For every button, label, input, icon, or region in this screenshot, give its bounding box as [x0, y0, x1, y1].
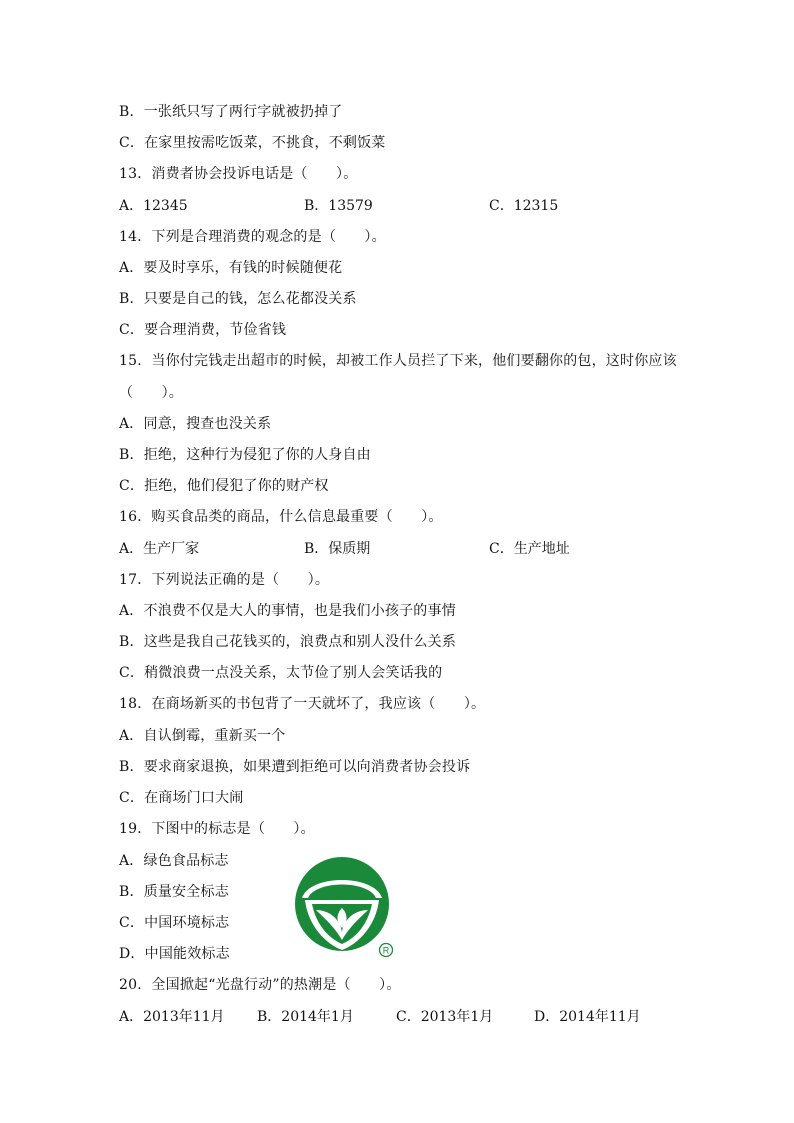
q12-option-c: C．在家里按需吃饭菜，不挑食，不剩饭菜 [119, 135, 386, 151]
q19-option-b: B．质量安全标志 [119, 884, 229, 900]
q14-option-c: C．要合理消费，节俭省钱 [119, 322, 287, 338]
q18-stem: 18．在商场新买的书包背了一天就坏了，我应该（ ）。 [119, 696, 486, 712]
q20-option-c: C．2013年1月 [396, 1009, 494, 1025]
q14-stem: 14．下列是合理消费的观念的是（ ）。 [119, 229, 386, 245]
q19-stem: 19．下图中的标志是（ ）。 [119, 821, 315, 837]
q15-stem: 15．当你付完钱走出超市的时候，却被工作人员拦了下来，他们要翻你的包，这时你应该 [119, 353, 677, 369]
q12-option-b: B．一张纸只写了两行字就被扔掉了 [119, 104, 343, 120]
q14-option-a: A．要及时享乐，有钱的时候随便花 [119, 260, 343, 276]
green-food-logo-icon [292, 854, 398, 960]
q20-stem: 20．全国掀起“光盘行动”的热潮是（ ）。 [119, 977, 401, 993]
q16-option-b: B．保质期 [304, 541, 371, 557]
q15-option-a: A．同意，搜查也没关系 [119, 416, 272, 432]
q15-option-c: C．拒绝，他们侵犯了你的财产权 [119, 478, 329, 494]
q16-stem: 16．购买食品类的商品，什么信息最重要（ ）。 [119, 509, 443, 525]
q15-option-b: B．拒绝，这种行为侵犯了你的人身自由 [119, 447, 371, 463]
q19-option-a: A．绿色食品标志 [119, 853, 229, 869]
q16-option-c: C．生产地址 [489, 541, 570, 557]
q13-option-b: B．13579 [304, 198, 373, 214]
q19-option-d: D．中国能效标志 [119, 946, 230, 962]
q17-option-c: C．稍微浪费一点没关系，太节俭了别人会笑话我的 [119, 665, 443, 681]
q13-option-a: A．12345 [119, 198, 188, 214]
q17-option-a: A．不浪费不仅是大人的事情，也是我们小孩子的事情 [119, 603, 456, 619]
q18-option-a: A．自认倒霉，重新买一个 [119, 728, 286, 744]
svg-text:R: R [382, 945, 390, 956]
q13-stem: 13．消费者协会投诉电话是（ ）。 [119, 166, 358, 182]
q14-option-b: B．只要是自己的钱，怎么花都没关系 [119, 291, 357, 307]
q16-option-a: A．生产厂家 [119, 541, 200, 557]
q15-stem-continued: （ ）。 [119, 385, 183, 401]
q19-option-c: C．中国环境标志 [119, 915, 230, 931]
q17-option-b: B．这些是我自己花钱买的，浪费点和别人没什么关系 [119, 634, 457, 650]
q20-option-d: D．2014年11月 [534, 1009, 641, 1025]
q13-option-c: C．12315 [489, 198, 559, 214]
q20-option-a: A．2013年11月 [119, 1009, 225, 1025]
q20-option-b: B．2014年1月 [257, 1009, 354, 1025]
q18-option-c: C．在商场门口大闹 [119, 790, 244, 806]
q17-stem: 17．下列说法正确的是（ ）。 [119, 572, 330, 588]
q18-option-b: B．要求商家退换，如果遭到拒绝可以向消费者协会投诉 [119, 759, 471, 775]
